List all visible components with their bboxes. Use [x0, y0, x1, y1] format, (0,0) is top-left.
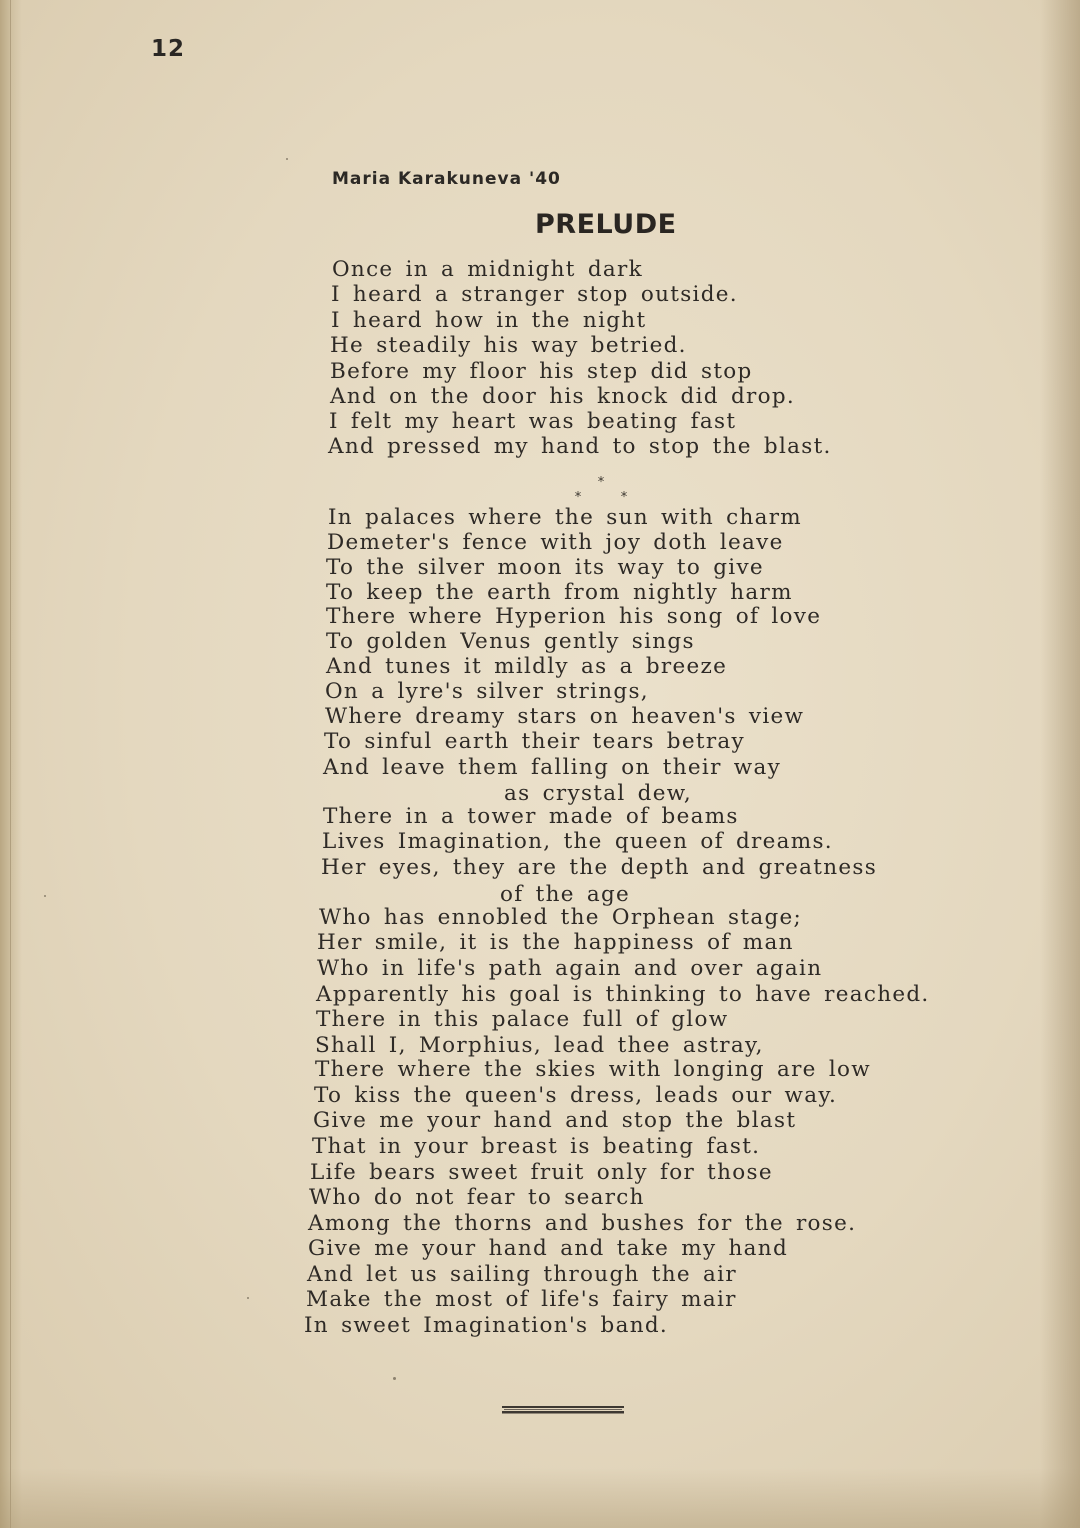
poem-line: That in your breast is beating fast. [312, 1134, 761, 1159]
paper-speck [44, 895, 46, 897]
poem-line: Her smile, it is the happiness of man [317, 930, 794, 955]
poem-line: On a lyre's silver strings, [325, 679, 649, 704]
poem-line: Where dreamy stars on heaven's view [325, 704, 805, 729]
poem-line: And let us sailing through the air [307, 1262, 737, 1287]
poem-line: And leave them falling on their way [323, 755, 782, 780]
poem-line: Life bears sweet fruit only for those [310, 1160, 773, 1185]
stanza-separator [568, 472, 634, 506]
poem-line: I heard how in the night [331, 308, 647, 333]
paper-speck [393, 1377, 396, 1380]
poem-line: Give me your hand and stop the blast [313, 1108, 797, 1133]
paper-speck [247, 1297, 249, 1299]
poem-line: There where the skies with longing are low [315, 1057, 871, 1082]
poem-line: of the age [500, 882, 631, 907]
page-number: 12 [151, 36, 186, 62]
poem-line: Who do not fear to search [309, 1185, 645, 1210]
separator-star-left: * [574, 490, 582, 505]
poem-line: To keep the earth from nightly harm [326, 580, 793, 605]
poem-line: And pressed my hand to stop the blast. [328, 434, 832, 459]
poem-line: There in a tower made of beams [323, 804, 739, 829]
separator-star-right: * [620, 490, 628, 505]
end-rule-bottom [502, 1411, 624, 1414]
poem-line: Make the most of life's fairy mair [306, 1287, 737, 1312]
poem-line: I felt my heart was beating fast [329, 409, 737, 434]
poem-line: There in this palace full of glow [316, 1007, 729, 1032]
poem-line: Among the thorns and bushes for the rose. [308, 1211, 857, 1236]
poem-line: To sinful earth their tears betray [324, 729, 745, 754]
poem-line: Who has ennobled the Orphean stage; [319, 905, 803, 930]
poem-line: And tunes it mildly as a breeze [326, 654, 728, 679]
poem-line: Give me your hand and take my hand [308, 1236, 789, 1261]
separator-star-top: * [597, 475, 605, 490]
poem-line: Shall I, Morphius, lead thee astray, [315, 1033, 764, 1058]
page-bottom-shadow [0, 1468, 1080, 1528]
poem-line: In palaces where the sun with charm [328, 505, 802, 530]
poem-line: Before my floor his step did stop [330, 359, 753, 384]
poem-line: as crystal dew, [504, 781, 693, 806]
poem-line: To the silver moon its way to give [326, 555, 764, 580]
page-binding-edge [10, 0, 11, 1528]
poem-line: Demeter's fence with joy doth leave [327, 530, 784, 555]
poem-line: Lives Imagination, the queen of dreams. [322, 829, 833, 854]
poem-line: Her eyes, they are the depth and greatness [321, 855, 878, 880]
page-right-shadow [1040, 0, 1080, 1528]
poem-line: In sweet Imagination's band. [304, 1313, 669, 1338]
poem-line: Apparently his goal is thinking to have reached. [316, 982, 930, 1007]
page-binding-shadow [0, 0, 22, 1528]
end-rule-middle [504, 1409, 622, 1410]
poem-line: I heard a stranger stop outside. [331, 282, 738, 307]
poem-line: Once in a midnight dark [332, 257, 643, 282]
poem-title: PRELUDE [535, 209, 677, 240]
poem-line: To golden Venus gently sings [326, 629, 695, 654]
poem-line: And on the door his knock did drop. [330, 384, 796, 409]
paper-speck [286, 158, 288, 160]
poem-line: There where Hyperion his song of love [326, 604, 822, 629]
poem-line: To kiss the queen's dress, leads our way. [314, 1083, 838, 1108]
poem-line: He steadily his way betried. [330, 333, 687, 358]
end-rule [502, 1405, 624, 1415]
poem-author: Maria Karakuneva '40 [332, 169, 561, 189]
end-rule-top [502, 1406, 624, 1408]
poem-line: Who in life's path again and over again [317, 956, 823, 981]
